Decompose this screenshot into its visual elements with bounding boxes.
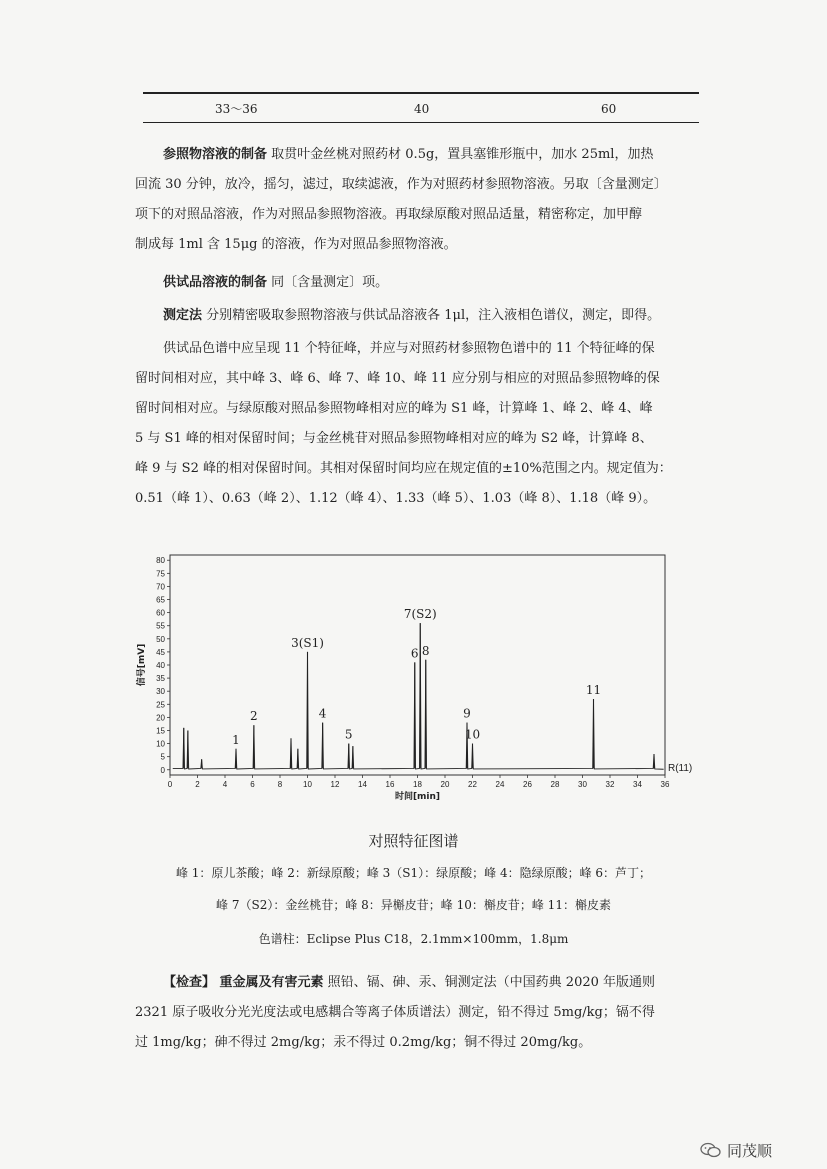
peak-label: 7(S2)	[403, 607, 437, 622]
paragraph-line: 峰 9 与 S2 峰的相对保留时间。其相对保留时间均应在规定值的±10%范围之内。规定值为：	[135, 461, 672, 476]
x-tick-label: 2	[195, 780, 200, 789]
y-tick-label: 70	[156, 582, 165, 592]
y-tick-label: 20	[156, 713, 165, 723]
paragraph-text: 分别精密吸取参照物溶液与供试品溶液各 1μl，注入液相色谱仪，测定，即得。	[206, 308, 661, 323]
x-tick-label: 12	[330, 780, 340, 789]
paragraph-line: 过 1mg/kg；砷不得过 2mg/kg；汞不得过 0.2mg/kg；铜不得过 20mg/kg。	[135, 1035, 592, 1050]
x-tick-label: 8	[277, 780, 283, 789]
peak-label: 3(S1)	[291, 635, 324, 650]
x-tick-label: 32	[605, 780, 615, 789]
y-tick-label: 50	[156, 634, 165, 644]
chart-title: 对照特征图谱	[368, 832, 459, 850]
peak-label: 2	[250, 709, 258, 724]
paragraph-line: 5 与 S1 峰的相对保留时间；与金丝桃苷对照品参照物峰相对应的峰为 S2 峰，计算峰 8、	[135, 431, 653, 446]
y-tick-label: 0	[160, 765, 165, 775]
peak-label: 5	[344, 727, 353, 742]
peak-label: 4	[318, 706, 327, 721]
x-tick-label: 10	[303, 780, 312, 789]
paragraph-heading: 参照物溶液的制备	[163, 147, 268, 162]
x-tick-label: 26	[523, 780, 532, 789]
y-tick-label: 5	[160, 752, 165, 762]
check-paragraph	[135, 968, 710, 1058]
wechat-icon	[700, 1142, 722, 1158]
y-tick-label: 75	[156, 569, 165, 579]
table-cell: 33～36	[215, 102, 258, 116]
trace-label: R(11)	[668, 762, 693, 774]
paragraph-heading: 测定法	[163, 308, 203, 323]
y-tick-label: 80	[156, 556, 165, 566]
x-axis-label: 时间[min]	[394, 792, 441, 802]
x-tick-label: 14	[358, 780, 367, 789]
y-tick-label: 25	[156, 700, 165, 710]
y-tick-label: 45	[156, 647, 165, 657]
x-tick-label: 4	[222, 780, 228, 789]
method-paragraph	[135, 301, 710, 331]
peak-label: 11	[585, 683, 602, 698]
paragraph-heading: 供试品溶液的制备	[163, 275, 268, 290]
y-tick-label: 65	[156, 595, 165, 605]
brand-watermark: 同茂顺	[727, 1142, 773, 1160]
peak-label: 1	[232, 732, 240, 747]
x-tick-label: 0	[167, 780, 173, 789]
column-info: 色谱柱：Eclipse Plus C18，2.1mm×100mm，1.8μm	[258, 932, 569, 946]
plot-frame	[170, 555, 665, 775]
y-tick-label: 60	[156, 608, 165, 618]
peak-label: 8	[421, 643, 430, 658]
table-cell: 60	[601, 102, 617, 116]
peak-label: 10	[464, 727, 481, 742]
y-tick-label: 30	[156, 687, 165, 697]
x-tick-label: 18	[413, 780, 422, 789]
table-cell: 40	[414, 102, 430, 116]
x-tick-label: 16	[385, 780, 395, 789]
paragraph-line: 照铅、镉、砷、汞、铜测定法（中国药典 2020 年版通则	[327, 975, 656, 990]
x-tick-label: 28	[550, 780, 560, 789]
chromatogram-chart	[130, 550, 710, 820]
paragraph-heading: 【检查】 重金属及有害元素	[163, 975, 324, 990]
y-tick-label: 15	[156, 726, 165, 736]
peak-label: 6	[410, 646, 419, 661]
peak-label: 9	[463, 706, 471, 721]
x-tick-label: 20	[440, 780, 450, 789]
y-tick-label: 40	[156, 661, 165, 670]
paragraph-line: 0.51（峰 1）、0.63（峰 2）、1.12（峰 4）、1.33（峰 5）、1.03（峰 8）、1.18（峰 9）。	[135, 491, 657, 506]
paragraph-line: 2321 原子吸收分光光度法或电感耦合等离子体质谱法）测定，铅不得过 5mg/kg；镉不得	[135, 1005, 655, 1020]
paragraph-line: 留时间相对应。与绿原酸对照品参照物峰相对应的峰为 S1 峰，计算峰 1、峰 2、峰 4、峰	[135, 401, 653, 416]
paragraph-line: 取贯叶金丝桃对照药材 0.5g，置具塞锥形瓶中，加水 25ml，加热	[271, 147, 654, 162]
y-axis-label: 信号[mV]	[137, 643, 147, 687]
specification-paragraph	[135, 334, 710, 514]
table-bottom-rule	[143, 122, 699, 123]
x-tick-label: 6	[250, 780, 255, 789]
paragraph-line: 供试品色谱中应呈现 11 个特征峰，并应与对照药材参照物色谱中的 11 个特征峰的保	[163, 341, 655, 356]
y-tick-label: 55	[156, 621, 165, 631]
x-tick-label: 36	[660, 780, 670, 789]
paragraph-line: 项下的对照品溶液，作为对照品参照物溶液。再取绿原酸对照品适量，精密称定，加甲醇	[135, 207, 643, 222]
paragraph-line: 回流 30 分钟，放冷，摇匀，滤过，取续滤液，作为对照药材参照物溶液。另取〔含量测定〕	[135, 177, 667, 192]
y-tick-label: 35	[156, 674, 165, 684]
test-solution-paragraph	[135, 268, 710, 298]
y-tick-label: 10	[156, 739, 165, 749]
peak-legend-line: 峰 1：原儿茶酸；峰 2：新绿原酸；峰 3（S1）：绿原酸；峰 4：隐绿原酸；峰 6：芦丁；	[175, 866, 652, 880]
table-top-rule	[143, 92, 699, 94]
x-tick-label: 34	[633, 780, 642, 789]
x-tick-label: 30	[578, 780, 587, 789]
x-tick-label: 22	[468, 780, 477, 789]
paragraph-line: 留时间相对应，其中峰 3、峰 6、峰 7、峰 10、峰 11 应分别与相应的对照品参照物峰的保	[135, 371, 660, 386]
peak-legend-line: 峰 7（S2）：金丝桃苷；峰 8：异槲皮苷；峰 10：槲皮苷；峰 11：槲皮素	[216, 898, 611, 912]
reference-solution-paragraph	[135, 140, 710, 260]
paragraph-line: 制成每 1ml 含 15μg 的溶液，作为对照品参照物溶液。	[135, 237, 457, 252]
x-tick-label: 24	[495, 780, 505, 789]
paragraph-text: 同〔含量测定〕项。	[271, 275, 389, 290]
